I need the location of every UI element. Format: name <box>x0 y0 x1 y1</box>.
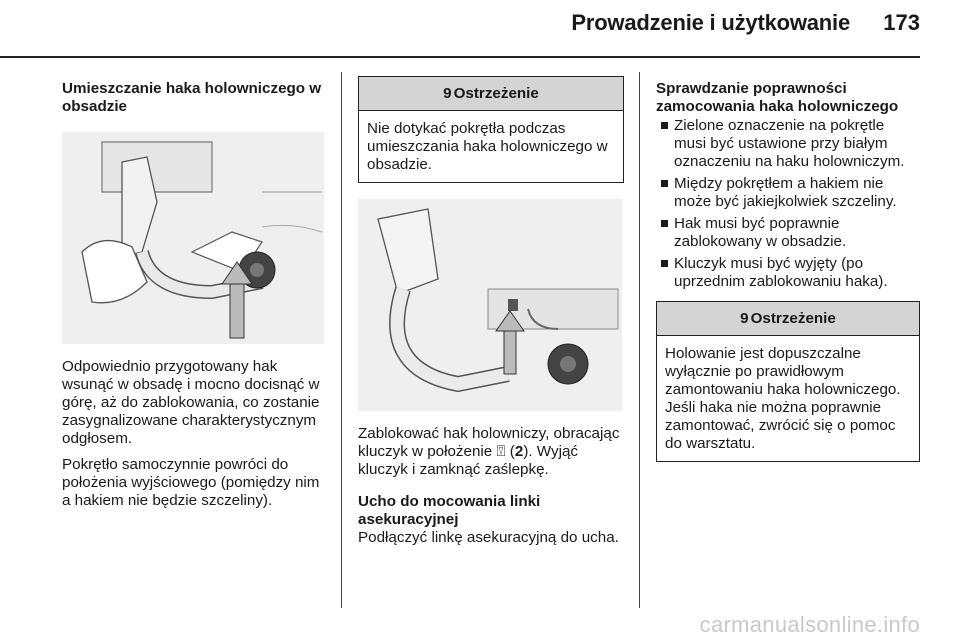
column-3 <box>656 80 920 462</box>
column-2 <box>358 76 624 547</box>
col1-paragraph-2: Pokrętło samoczynnie powróci do położenia wyjściowego (pomiędzy nim a hakiem nie będzie szczeliny). <box>62 456 320 509</box>
warning-title-2: Ostrzeżenie <box>750 310 836 327</box>
column-divider-1 <box>341 72 342 608</box>
list-item: Zielone oznaczenie na pokrętle musi być ustawione przy białym oznaczeniu na haku holowniczym. <box>656 117 920 171</box>
bullet-square-icon <box>661 180 668 187</box>
warning-text-2: Holowanie jest dopuszczalne wyłącznie po prawidłowym zamontowaniu haka holowniczego. Jeśli haka nie można poprawnie zamontować, zwrócić się o pomoc do warsztatu. <box>665 345 901 452</box>
col3-heading: Sprawdzanie poprawności zamocowania haka holowniczego <box>656 80 899 115</box>
col2-paragraph-2: Podłączyć linkę asekuracyjną do ucha. <box>358 529 619 546</box>
list-item: Kluczyk musi być wyjęty (po uprzednim zablokowaniu haka). <box>656 255 920 291</box>
warning-title-1: Ostrzeżenie <box>453 85 539 102</box>
warning-box-1 <box>358 76 624 183</box>
section-title: Prowadzenie i użytkowanie <box>571 10 850 35</box>
warning-icon: 9 <box>443 85 452 102</box>
hook-lock-illustration <box>358 199 622 411</box>
list-item: Między pokrętłem a hakiem nie może być jakiejkolwiek szczeliny. <box>656 175 920 211</box>
list-item: Hak musi być poprawnie zablokowany w obsadzie. <box>656 215 920 251</box>
col1-paragraph-1: Odpowiednio przygotowany hak wsunąć w obsadę i mocno docisnąć w górę, aż do zablokowania, co zostanie zasygnalizowane charakterystycznym odgłosem. <box>62 358 320 447</box>
warning-header-2 <box>657 302 919 336</box>
column-1 <box>62 80 332 510</box>
bullet-square-icon <box>661 220 668 227</box>
bullet-square-icon <box>661 122 668 129</box>
position-number: 2 <box>514 443 524 460</box>
warning-icon: 9 <box>740 310 749 327</box>
col2-heading: Ucho do mocowania linki asekuracyjnej <box>358 493 541 528</box>
check-list <box>656 117 920 291</box>
col2-paragraph-1: Zablokować hak holowniczy, obracając kluczyk w położenie ⍔ (2). Wyjąć kluczyk i zamknąć zaślepkę. <box>358 425 620 478</box>
header-rule <box>0 56 920 58</box>
page-number: 173 <box>883 10 920 35</box>
lock-key-icon: ⍔ <box>496 443 506 460</box>
hook-insertion-illustration <box>62 132 324 344</box>
warning-text-1: Nie dotykać pokrętła podczas umieszczania haka holowniczego w obsadzie. <box>367 120 608 173</box>
bullet-square-icon <box>661 260 668 267</box>
col1-heading: Umieszczanie haka holowniczego w obsadzie <box>62 80 322 115</box>
watermark: carmanualsonline.info <box>699 612 920 637</box>
warning-header-1 <box>359 77 623 111</box>
warning-box-2 <box>656 301 920 462</box>
column-divider-2 <box>639 72 640 608</box>
